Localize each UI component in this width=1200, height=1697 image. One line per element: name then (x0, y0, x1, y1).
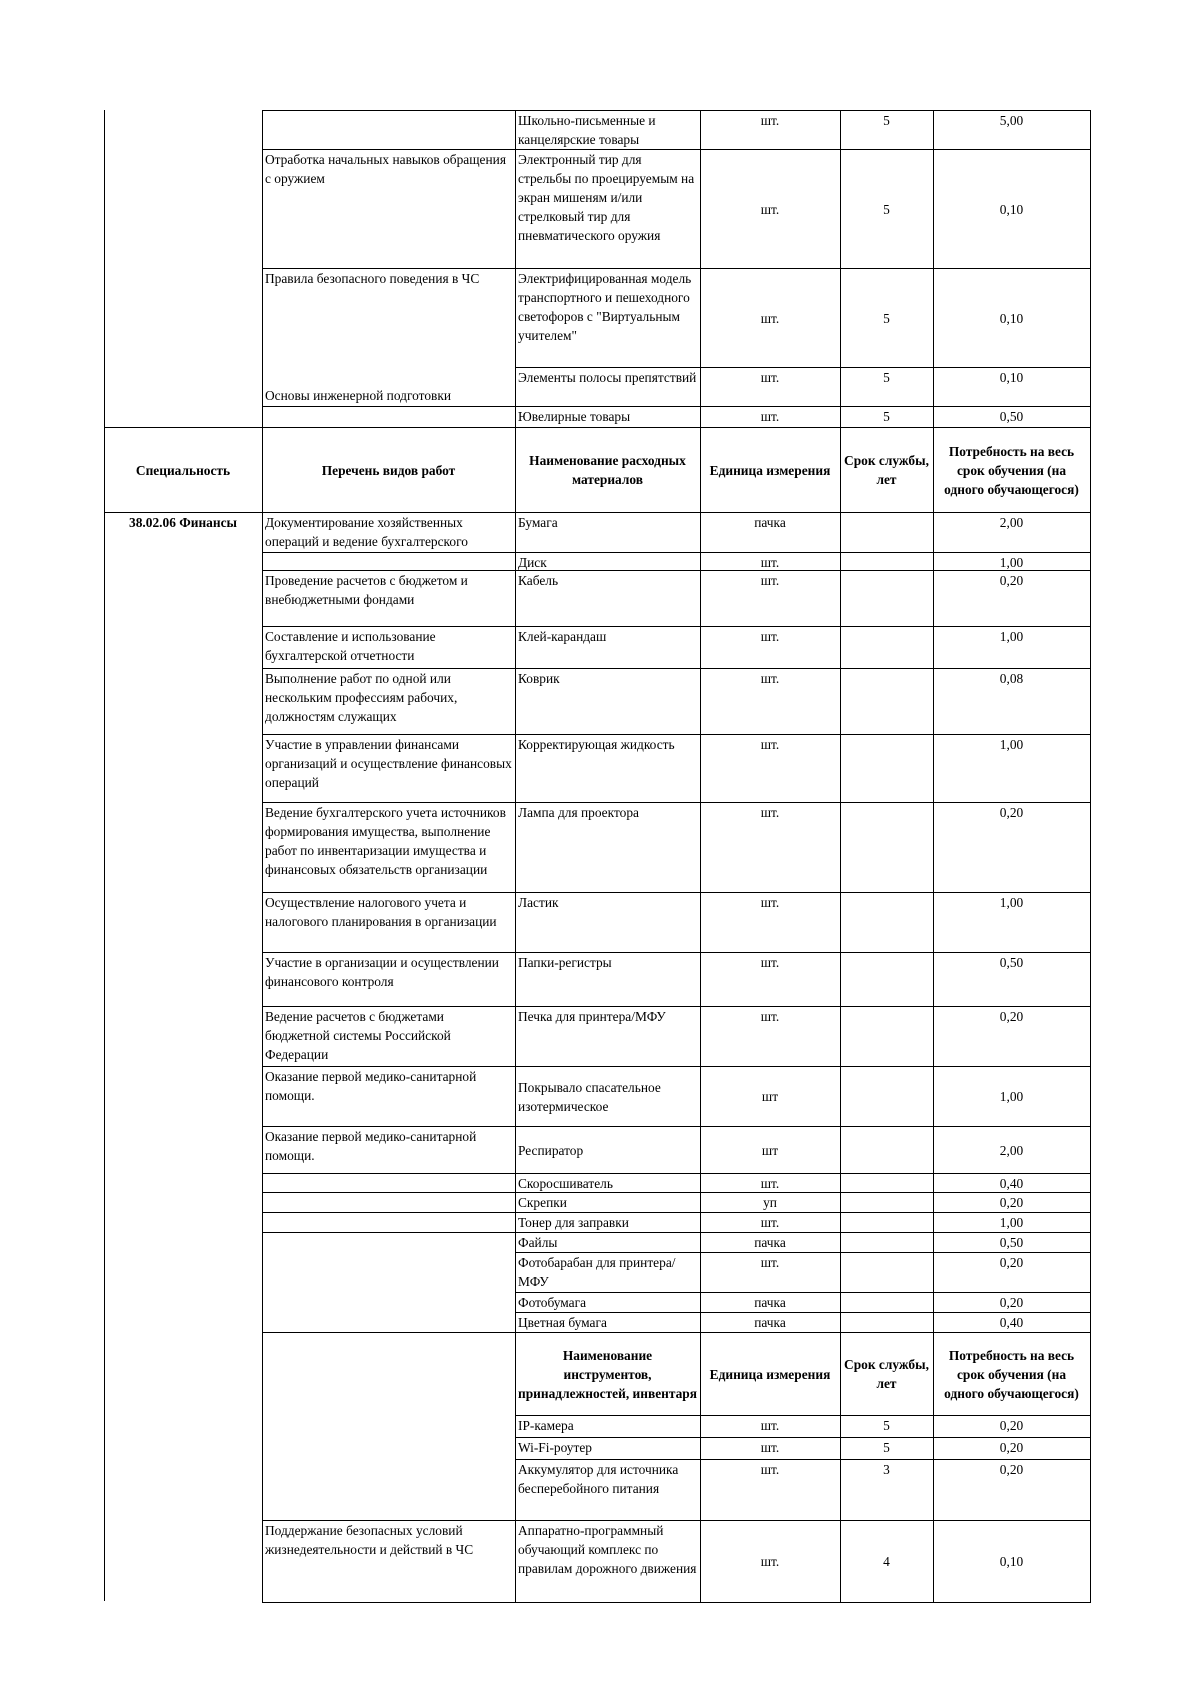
service-life-cell: 4 (883, 1554, 890, 1569)
material-name-cell: Скоросшиватель (518, 1176, 613, 1191)
tool-name-cell: IP-камера (518, 1418, 574, 1433)
unit-cell: шт. (760, 310, 780, 326)
material-name-cell: Тонер для заправки (518, 1215, 629, 1230)
unit-cell: пачка (754, 1295, 786, 1310)
unit-cell: пачка (754, 1235, 786, 1250)
service-life-cell (840, 1126, 933, 1173)
unit-cell: шт. (760, 1440, 780, 1455)
material-name-cell: Файлы (518, 1235, 558, 1250)
service-life-cell (840, 1312, 933, 1332)
work-type-cell: Осуществление налогового учета и налогового планирования в организации (265, 895, 497, 929)
work-type-cell: Правила безопасного поведения в ЧС (265, 271, 480, 286)
need-cell: 1,00 (999, 1089, 1024, 1104)
need-cell: 1,00 (999, 1215, 1024, 1230)
unit-cell: шт. (760, 1009, 780, 1024)
unit-cell: шт. (760, 1462, 780, 1477)
service-life-cell (840, 1212, 933, 1232)
service-life-cell: 5 (883, 370, 890, 385)
unit-cell: шт. (760, 1255, 780, 1270)
tool-name-cell: Wi-Fi-роутер (518, 1440, 592, 1455)
service-life-cell (840, 892, 933, 952)
unit-cell: уп (763, 1195, 777, 1210)
need-cell: 1,00 (999, 895, 1024, 910)
need-cell: 1,00 (999, 737, 1024, 752)
need-cell: 0,40 (999, 1176, 1024, 1191)
tools-header-life: Срок службы, лет (844, 1357, 929, 1391)
service-life-cell: 5 (883, 310, 890, 326)
work-type-cell: Документирование хозяйственных операций и ведение бухгалтерского (265, 515, 468, 549)
material-name-cell: Фотобарабан для принтера/МФУ (518, 1255, 676, 1289)
unit-cell: шт. (760, 1215, 780, 1230)
need-cell: 0,20 (999, 1418, 1024, 1433)
unit-cell: шт. (760, 370, 780, 385)
service-life-cell (840, 952, 933, 1006)
specialty-code: 38.02.06 Финансы (129, 515, 237, 530)
column-header-works: Перечень видов работ (321, 462, 456, 478)
material-name-cell: Элементы полосы препятствий (518, 370, 697, 385)
service-life-cell (840, 552, 933, 570)
table-rule (262, 1232, 515, 1233)
need-cell: 1,00 (999, 555, 1024, 570)
material-name-cell: Школьно-письменные и канцелярские товары (518, 113, 656, 147)
need-cell: 0,10 (999, 201, 1024, 217)
need-cell: 0,40 (999, 1315, 1024, 1330)
work-type-cell: Ведение расчетов с бюджетами бюджетной системы Российской Федерации (265, 1009, 451, 1062)
tools-header-name: Наименование инструментов, принадлежностей, инвентаря (518, 1347, 697, 1401)
material-name-cell: Кабель (518, 573, 559, 588)
service-life-cell (840, 1232, 933, 1252)
unit-cell: шт. (760, 409, 780, 424)
material-name-cell: Респиратор (518, 1142, 584, 1158)
material-name-cell: Папки-регистры (518, 955, 612, 970)
tool-name-cell: Аккумулятор для источника бесперебойного питания (518, 1462, 679, 1496)
service-life-cell (840, 1173, 933, 1192)
unit-cell: шт. (760, 1554, 780, 1569)
unit-cell: шт (761, 1142, 779, 1158)
need-cell: 2,00 (999, 1142, 1024, 1158)
unit-cell: шт. (760, 895, 780, 910)
material-name-cell: Покрывало спасательное изотермическое (518, 1079, 661, 1114)
service-life-cell (840, 1252, 933, 1292)
unit-cell: шт. (760, 573, 780, 588)
need-cell: 5,00 (999, 113, 1024, 128)
unit-cell: шт. (760, 555, 780, 570)
left-margin-rule (104, 110, 105, 1601)
need-cell: 0,10 (999, 1554, 1024, 1569)
material-name-cell: Печка для принтера/МФУ (518, 1009, 666, 1024)
unit-cell: шт. (760, 629, 780, 644)
need-cell: 0,10 (999, 310, 1024, 326)
need-cell: 0,50 (999, 955, 1024, 970)
unit-cell: шт. (760, 671, 780, 686)
column-header-life: Срок службы, лет (844, 453, 929, 487)
service-life-cell: 5 (883, 1418, 890, 1433)
column-header-specialty: Специальность (135, 462, 231, 478)
service-life-cell: 5 (883, 201, 890, 217)
table-rule (262, 406, 515, 407)
need-cell: 1,00 (999, 629, 1024, 644)
service-life-cell (840, 1192, 933, 1212)
need-cell: 0,20 (999, 573, 1024, 588)
unit-cell: шт. (760, 955, 780, 970)
need-cell: 0,20 (999, 1195, 1024, 1210)
unit-cell: шт. (760, 805, 780, 820)
unit-cell: шт. (760, 737, 780, 752)
service-life-cell (840, 802, 933, 892)
work-type-cell: Участие в организации и осуществлении финансового контроля (265, 955, 499, 989)
material-name-cell: Электронный тир для стрельбы по проецируемым на экран мишеням и/или стрелковый тир для пневматического оружия (518, 152, 695, 243)
material-name-cell: Коврик (518, 671, 560, 686)
service-life-cell: 5 (883, 113, 890, 128)
need-cell: 0,10 (999, 370, 1024, 385)
need-cell: 0,20 (999, 1462, 1024, 1477)
unit-cell: шт (761, 1089, 779, 1104)
table-rule (262, 1192, 515, 1193)
work-type-cell: Выполнение работ по одной или нескольким профессиям рабочих, должностям служащих (265, 671, 458, 724)
work-type-cell: Отработка начальных навыков обращения с оружием (265, 152, 506, 186)
unit-cell: пачка (754, 515, 786, 530)
tools-header-need: Потребность на весь срок обучения (на одного обучающегося) (944, 1347, 1079, 1401)
service-life-cell (840, 1066, 933, 1126)
material-name-cell: Цветная бумага (518, 1315, 607, 1330)
service-life-cell (840, 1006, 933, 1066)
service-life-cell (840, 512, 933, 552)
material-name-cell: Ластик (518, 895, 559, 910)
work-type-cell: Ведение бухгалтерского учета источников формирования имущества, выполнение работ по инвентаризации имущества и финансовых обязательств организации (265, 805, 506, 877)
need-cell: 0,20 (999, 1255, 1024, 1270)
work-type-cell: Основы инженерной подготовки (265, 388, 452, 403)
work-type-cell: Проведение расчетов с бюджетом и внебюджетными фондами (265, 573, 468, 607)
tool-name-cell: Аппаратно-программный обучающий комплекс по правилам дорожного движения (518, 1523, 697, 1576)
unit-cell: шт. (760, 113, 780, 128)
material-name-cell: Лампа для проектора (518, 805, 639, 820)
need-cell: 0,20 (999, 805, 1024, 820)
service-life-cell (840, 570, 933, 626)
service-life-cell (840, 1292, 933, 1312)
service-life-cell (840, 734, 933, 802)
work-type-cell: Оказание первой медико-санитарной помощи. (265, 1069, 477, 1103)
need-cell: 0,20 (999, 1009, 1024, 1024)
need-cell: 0,08 (999, 671, 1024, 686)
material-name-cell: Клей-карандаш (518, 629, 607, 644)
service-life-cell: 5 (883, 409, 890, 424)
need-cell: 0,50 (999, 1235, 1024, 1250)
material-name-cell: Электрифицированная модель транспортного и пешеходного светофоров с "Виртуальным учителем" (518, 271, 692, 343)
unit-cell: шт. (760, 201, 780, 217)
column-header-need: Потребность на весь срок обучения (на одного обучающегося) (944, 443, 1079, 497)
unit-cell: пачка (754, 1315, 786, 1330)
material-name-cell: Ювелирные товары (518, 409, 631, 424)
column-header-materials: Наименование расходных материалов (529, 453, 686, 487)
material-name-cell: Бумага (518, 515, 558, 530)
material-name-cell: Скрепки (518, 1195, 567, 1210)
material-name-cell: Диск (518, 555, 547, 570)
unit-cell: шт. (760, 1176, 780, 1191)
table-rule (262, 1212, 515, 1213)
need-cell: 0,20 (999, 1440, 1024, 1455)
service-life-cell: 3 (883, 1462, 890, 1477)
need-cell: 0,20 (999, 1295, 1024, 1310)
material-name-cell: Фотобумага (518, 1295, 587, 1310)
service-life-cell (840, 626, 933, 668)
unit-cell: шт. (760, 1418, 780, 1433)
service-life-cell (840, 668, 933, 734)
table-rule (262, 1173, 515, 1174)
work-type-cell: Составление и использование бухгалтерской отчетности (265, 629, 436, 663)
need-cell: 0,50 (999, 409, 1024, 424)
work-type-cell: Поддержание безопасных условий жизнедеятельности и действий в ЧС (265, 1523, 474, 1557)
work-type-cell: Участие в управлении финансами организаций и осуществление финансовых операций (265, 737, 512, 790)
service-life-cell: 5 (883, 1440, 890, 1455)
need-cell: 2,00 (999, 515, 1024, 530)
column-header-unit: Единица измерения (709, 462, 831, 478)
work-type-cell: Оказание первой медико-санитарной помощи. (265, 1129, 477, 1163)
tools-header-unit: Единица измерения (709, 1366, 831, 1382)
table-rule (262, 552, 515, 553)
material-name-cell: Корректирующая жидкость (518, 737, 675, 752)
